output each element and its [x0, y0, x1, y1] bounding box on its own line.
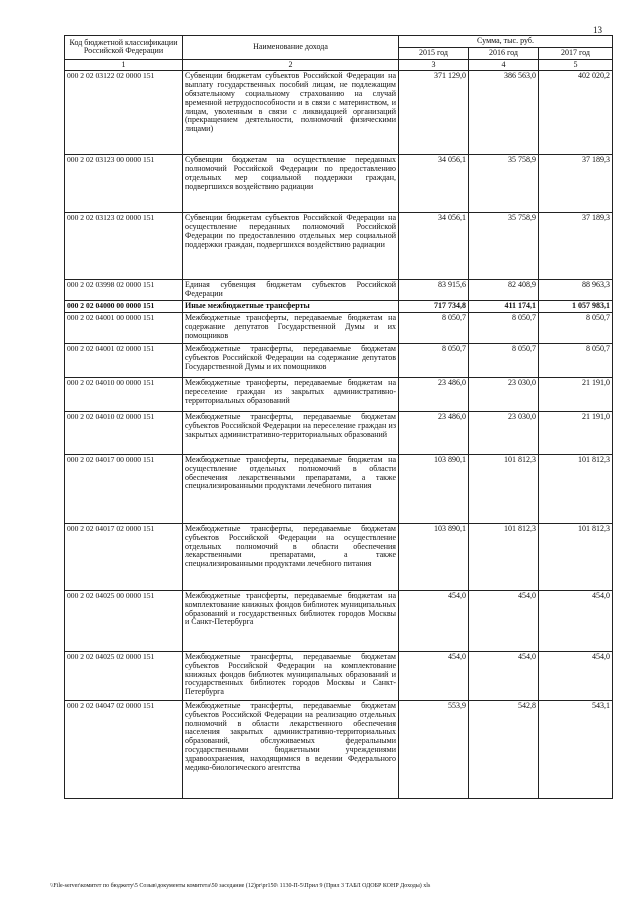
row-name: Межбюджетные трансферты, передаваемые бюджетам на содержание депутатов Государственной Думы и их помощников: [183, 312, 399, 343]
row-value-2015: 454,0: [399, 651, 469, 700]
revenue-table: [64, 35, 613, 799]
table-body: [65, 71, 613, 799]
row-code: 000 2 02 04000 00 0000 151: [65, 300, 183, 312]
row-value-2017: 8 050,7: [539, 312, 613, 343]
file-path-footer: \\File-server\комитет по бюджету\5 Созыв\документы комитета\50 заседание (12)pr\pr150\ 1130-П-5\Прил 9 (Прил 3 ТАБЛ ОДОБР КОНР Доходы) xls: [50, 883, 431, 889]
header-code: Код бюджетной классификации Российской Федерации: [65, 36, 183, 60]
row-value-2015: 454,0: [399, 590, 469, 651]
table-row: [65, 213, 613, 280]
row-code: 000 2 02 04017 02 0000 151: [65, 523, 183, 590]
row-value-2016: 8 050,7: [469, 343, 539, 377]
row-name: Межбюджетные трансферты, передаваемые бюджетам на переселение граждан из закрытых административно-территориальных образований: [183, 377, 399, 411]
row-name: Иные межбюджетные трансферты: [183, 300, 399, 312]
column-index-5: 5: [539, 59, 613, 71]
row-value-2017: 101 812,3: [539, 523, 613, 590]
row-value-2016: 101 812,3: [469, 523, 539, 590]
row-value-2017: 101 812,3: [539, 454, 613, 523]
table-row: [65, 155, 613, 213]
row-code: 000 2 02 03122 02 0000 151: [65, 71, 183, 155]
table-row: [65, 651, 613, 700]
table-row: [65, 700, 613, 798]
row-code: 000 2 02 04001 02 0000 151: [65, 343, 183, 377]
row-code: 000 2 02 04047 02 0000 151: [65, 700, 183, 798]
page-number: 13: [593, 25, 602, 35]
header-sum: Сумма, тыс. руб.: [399, 36, 613, 48]
row-value-2016: 8 050,7: [469, 312, 539, 343]
header-year-2017: 2017 год: [539, 47, 613, 59]
row-value-2015: 553,9: [399, 700, 469, 798]
table-row: [65, 411, 613, 454]
row-value-2017: 454,0: [539, 590, 613, 651]
row-value-2016: 23 030,0: [469, 377, 539, 411]
table-row: [65, 300, 613, 312]
row-value-2015: 34 056,1: [399, 213, 469, 280]
column-index-2: 2: [183, 59, 399, 71]
row-value-2016: 82 408,9: [469, 280, 539, 301]
row-value-2016: 386 563,0: [469, 71, 539, 155]
row-value-2015: 371 129,0: [399, 71, 469, 155]
row-value-2015: 34 056,1: [399, 155, 469, 213]
row-code: 000 2 02 03123 02 0000 151: [65, 213, 183, 280]
row-value-2015: 717 734,8: [399, 300, 469, 312]
row-value-2016: 542,8: [469, 700, 539, 798]
row-value-2015: 83 915,6: [399, 280, 469, 301]
row-value-2016: 35 758,9: [469, 213, 539, 280]
header-name: Наименование дохода: [183, 36, 399, 60]
column-index-1: 1: [65, 59, 183, 71]
table-row: [65, 312, 613, 343]
row-code: 000 2 02 03123 00 0000 151: [65, 155, 183, 213]
row-code: 000 2 02 04025 02 0000 151: [65, 651, 183, 700]
row-name: Субвенции бюджетам субъектов Российской Федерации на выплату государственных пособий лицам, не подлежащим обязательному социальному страхованию на случай временной нетрудоспособности и в связи с материнством, и лицам, уволенным в связи с ликвидацией организаций (прекращением деятельности, полномочий физическими лицами): [183, 71, 399, 155]
row-name: Межбюджетные трансферты, передаваемые бюджетам субъектов Российской Федерации на осуществление отдельных полномочий в области обеспечения лекарственными препаратами, а также специализированными продуктами лечебного питания: [183, 523, 399, 590]
row-name: Межбюджетные трансферты, передаваемые бюджетам субъектов Российской Федерации на содержание депутатов Государственной Думы и их помощников: [183, 343, 399, 377]
row-name: Субвенции бюджетам субъектов Российской Федерации на осуществление переданных полномочий Российской Федерации по предоставлению отдельных мер социальной поддержки граждан, подвергшихся воздействию радиации: [183, 213, 399, 280]
table-row: [65, 590, 613, 651]
row-value-2015: 23 486,0: [399, 377, 469, 411]
row-code: 000 2 02 04001 00 0000 151: [65, 312, 183, 343]
row-code: 000 2 02 04017 00 0000 151: [65, 454, 183, 523]
row-name: Межбюджетные трансферты, передаваемые бюджетам субъектов Российской Федерации на реализацию отдельных полномочий в области лекарственного обеспечения населения закрытых административно-территориальных образований, обслуживаемых федеральными государственными бюджетными учреждениями здравоохранения, находящимися в ведении Федерального медико-биологического агентства: [183, 700, 399, 798]
row-value-2016: 454,0: [469, 651, 539, 700]
row-value-2015: 103 890,1: [399, 523, 469, 590]
row-value-2017: 8 050,7: [539, 343, 613, 377]
row-value-2017: 21 191,0: [539, 411, 613, 454]
table-row: [65, 280, 613, 301]
row-value-2017: 88 963,3: [539, 280, 613, 301]
row-value-2016: 411 174,1: [469, 300, 539, 312]
row-name: Межбюджетные трансферты, передаваемые бюджетам субъектов Российской Федерации на переселение граждан из закрытых административно-территориальных образований: [183, 411, 399, 454]
row-code: 000 2 02 04010 00 0000 151: [65, 377, 183, 411]
header-year-2016: 2016 год: [469, 47, 539, 59]
header-year-2015: 2015 год: [399, 47, 469, 59]
row-value-2017: 1 057 983,1: [539, 300, 613, 312]
row-name: Межбюджетные трансферты, передаваемые бюджетам субъектов Российской Федерации на комплектование книжных фондов библиотек муниципальных образований и государственных библиотек городов Москвы и Санкт-Петербурга: [183, 651, 399, 700]
row-value-2015: 8 050,7: [399, 312, 469, 343]
row-value-2016: 454,0: [469, 590, 539, 651]
row-value-2017: 21 191,0: [539, 377, 613, 411]
table-row: [65, 454, 613, 523]
row-value-2016: 101 812,3: [469, 454, 539, 523]
table-row: [65, 523, 613, 590]
row-value-2017: 37 189,3: [539, 213, 613, 280]
row-name: Единая субвенция бюджетам субъектов Российской Федерации: [183, 280, 399, 301]
column-index-3: 3: [399, 59, 469, 71]
row-value-2015: 23 486,0: [399, 411, 469, 454]
row-name: Межбюджетные трансферты, передаваемые бюджетам на комплектование книжных фондов библиотек муниципальных образований и государственных библиотек городов Москвы и Санкт-Петербурга: [183, 590, 399, 651]
row-value-2016: 35 758,9: [469, 155, 539, 213]
row-code: 000 2 02 04025 00 0000 151: [65, 590, 183, 651]
row-code: 000 2 02 03998 02 0000 151: [65, 280, 183, 301]
row-value-2017: 37 189,3: [539, 155, 613, 213]
table-row: [65, 377, 613, 411]
row-value-2017: 454,0: [539, 651, 613, 700]
row-value-2017: 402 020,2: [539, 71, 613, 155]
row-name: Межбюджетные трансферты, передаваемые бюджетам на осуществление отдельных полномочий в области обеспечения лекарственными препаратами, а также специализированными продуктами лечебного питания: [183, 454, 399, 523]
row-value-2015: 103 890,1: [399, 454, 469, 523]
table-row: [65, 343, 613, 377]
row-value-2017: 543,1: [539, 700, 613, 798]
row-value-2015: 8 050,7: [399, 343, 469, 377]
table-row: [65, 71, 613, 155]
row-value-2016: 23 030,0: [469, 411, 539, 454]
row-code: 000 2 02 04010 02 0000 151: [65, 411, 183, 454]
row-name: Субвенции бюджетам на осуществление переданных полномочий Российской Федерации по предоставлению отдельных мер социальной поддержки граждан, подвергшихся воздействию радиации: [183, 155, 399, 213]
column-index-4: 4: [469, 59, 539, 71]
